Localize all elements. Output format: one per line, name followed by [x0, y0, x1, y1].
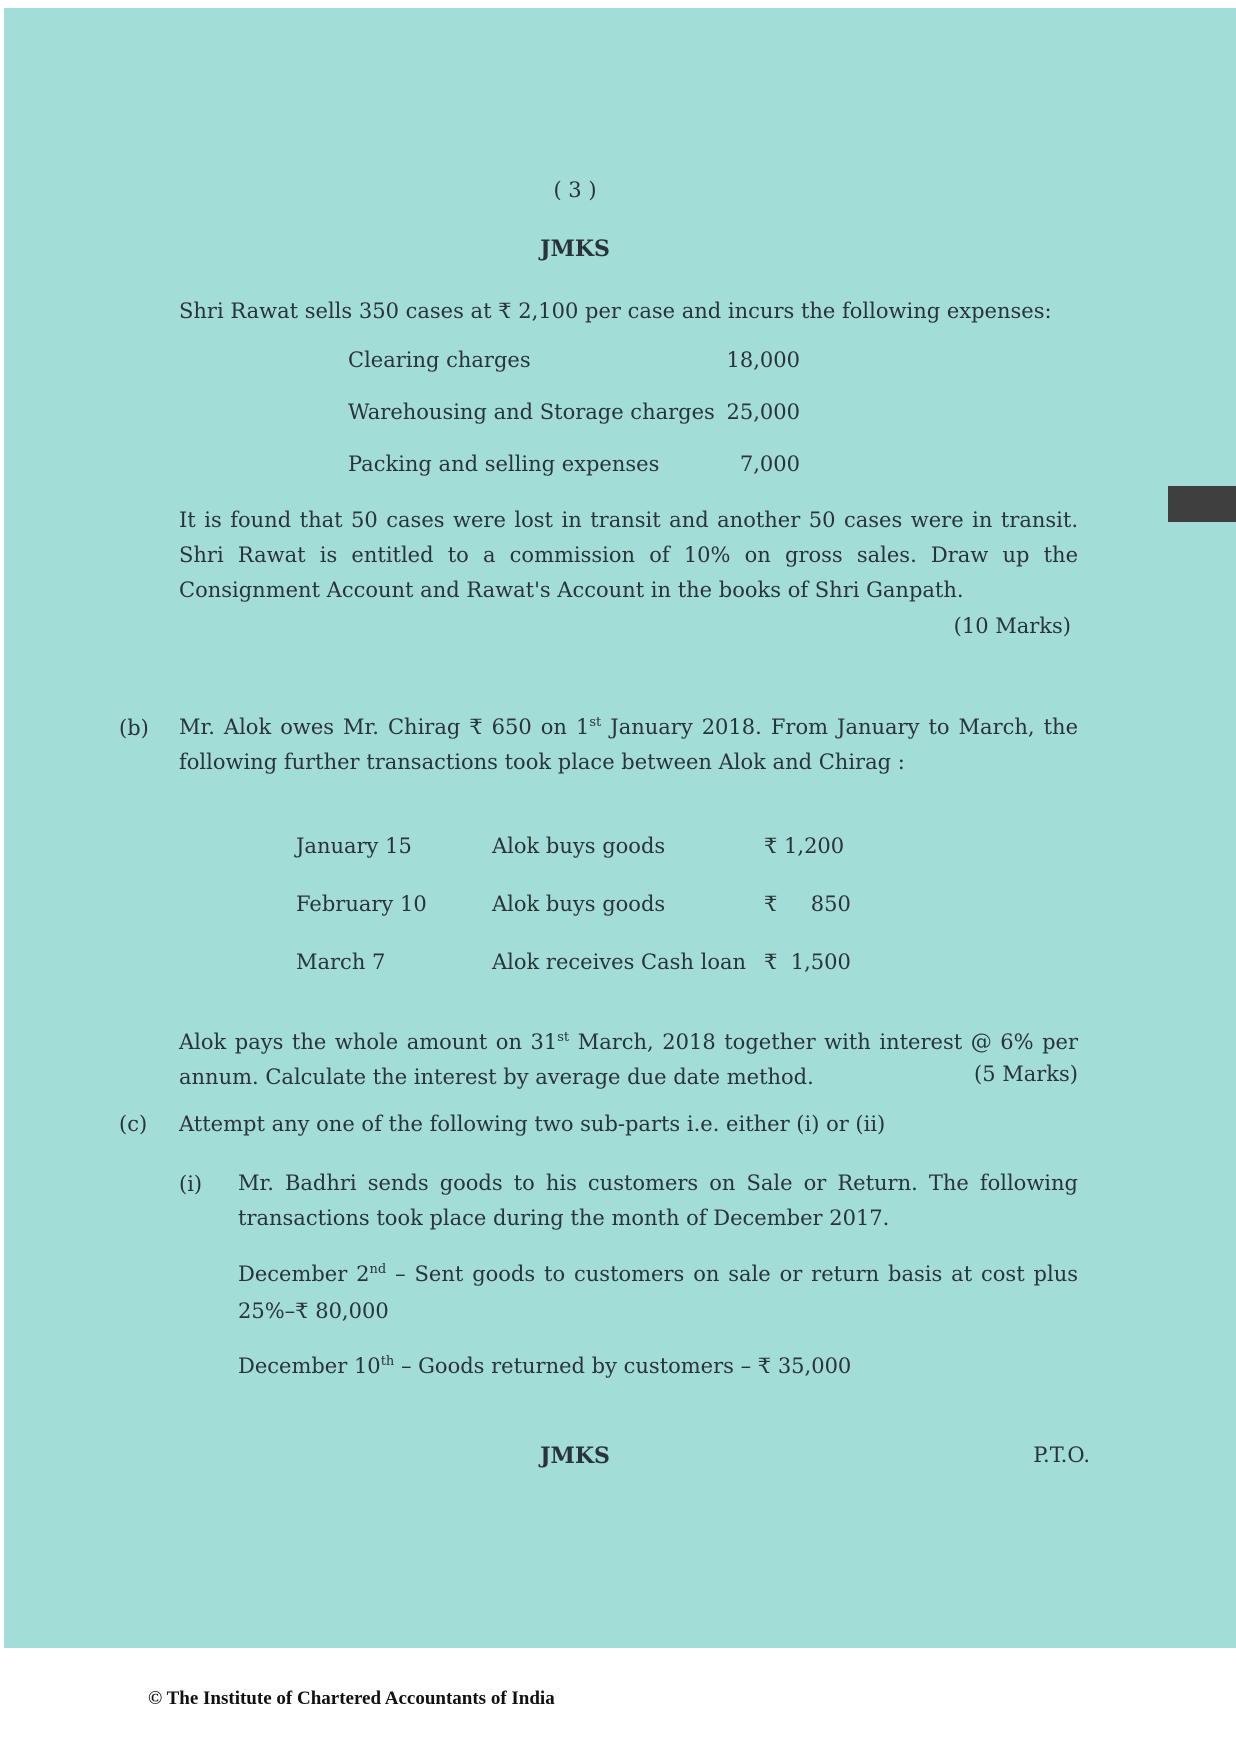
text-segment: December 2 — [238, 1262, 370, 1286]
part-b-intro — [179, 710, 1078, 780]
text-segment: Mr. Alok owes Mr. Chirag ₹ 650 on 1 — [179, 715, 590, 739]
sub-part-label: (i) — [179, 1172, 203, 1196]
paragraph-line: Shri Rawat is entitled to a commission of 10% on gross sales. Draw up the — [179, 543, 1078, 567]
marks-b: (5 Marks) — [974, 1062, 1078, 1086]
transaction-desc: Alok receives Cash loan — [492, 950, 747, 974]
expense-label: Clearing charges — [348, 348, 531, 372]
ordinal-suffix: nd — [369, 1262, 387, 1277]
paragraph-line — [179, 1025, 1078, 1060]
entry-december-2 — [238, 1256, 1078, 1330]
text-segment: January 2018. From January to March, the — [601, 715, 1078, 739]
transaction-amount: ₹ 1,200 — [764, 834, 845, 858]
part-c-label: (c) — [119, 1112, 148, 1136]
page-code: JMKS — [540, 236, 610, 262]
text-segment: March, 2018 together with interest @ 6% per — [569, 1030, 1079, 1054]
paragraph-line: following further transactions took place between Alok and Chirag : — [179, 750, 905, 774]
text-segment: December 10 — [238, 1354, 381, 1378]
consignment-paragraph — [179, 503, 1078, 608]
transaction-amount: ₹ 1,500 — [764, 950, 851, 974]
paragraph-line: Mr. Badhri sends goods to his customers on Sale or Return. The following — [238, 1171, 1078, 1195]
transaction-date: March 7 — [296, 950, 386, 974]
expense-amount: 18,000 — [726, 348, 800, 372]
transaction-date: February 10 — [296, 892, 427, 916]
expense-amount: 7,000 — [739, 452, 800, 476]
edge-marker — [1168, 486, 1236, 522]
transaction-desc: Alok buys goods — [492, 892, 666, 916]
page-number: ( 3 ) — [553, 178, 597, 202]
marks-a: (10 Marks) — [953, 614, 1071, 638]
sub-part-i-intro — [238, 1166, 1078, 1236]
expense-amount: 25,000 — [726, 400, 800, 424]
paragraph-line — [238, 1256, 1078, 1293]
paragraph-line: annum. Calculate the interest by average due date method. — [179, 1065, 814, 1089]
paragraph-line — [179, 710, 1078, 745]
footer-code: JMKS — [540, 1443, 610, 1469]
transaction-amount: ₹ 850 — [764, 892, 851, 916]
paragraph-line: transactions took place during the month of December 2017. — [238, 1206, 890, 1230]
text-segment: – Sent goods to customers on sale or return basis at cost plus — [386, 1262, 1078, 1286]
transaction-date: January 15 — [296, 834, 412, 858]
expense-label: Packing and selling expenses — [348, 452, 660, 476]
copyright-notice: © The Institute of Chartered Accountants of India — [148, 1688, 555, 1709]
text-segment: Alok pays the whole amount on 31 — [179, 1030, 558, 1054]
ordinal-suffix: st — [589, 715, 602, 730]
paragraph-line: 25%–₹ 80,000 — [238, 1299, 389, 1323]
ordinal-suffix: th — [380, 1354, 395, 1369]
part-c-intro: Attempt any one of the following two sub-parts i.e. either (i) or (ii) — [179, 1112, 886, 1136]
entry-december-10 — [238, 1354, 851, 1379]
paragraph-line: It is found that 50 cases were lost in transit and another 50 cases were in transit. — [179, 508, 1078, 532]
transaction-desc: Alok buys goods — [492, 834, 666, 858]
part-b-label: (b) — [119, 716, 149, 740]
consignment-intro: Shri Rawat sells 350 cases at ₹ 2,100 per case and incurs the following expenses: — [179, 299, 1052, 323]
expense-label: Warehousing and Storage charges — [348, 400, 715, 424]
text-segment: – Goods returned by customers – ₹ 35,000 — [394, 1354, 852, 1378]
ordinal-suffix: st — [557, 1030, 570, 1045]
paragraph-line: Consignment Account and Rawat's Account in the books of Shri Ganpath. — [179, 578, 964, 602]
pto-label: P.T.O. — [1033, 1443, 1090, 1467]
